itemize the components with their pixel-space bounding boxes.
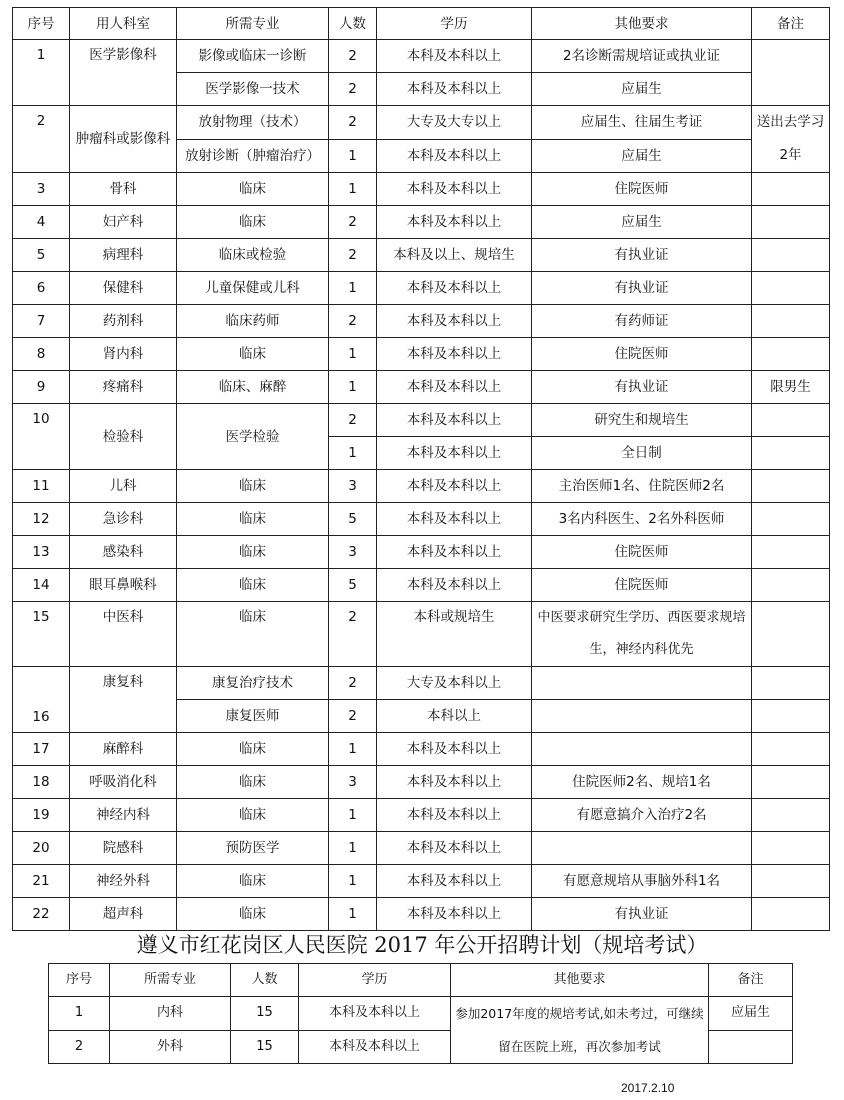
row-number: 16	[13, 667, 70, 733]
department: 中医科	[70, 602, 177, 667]
major: 临床	[177, 173, 329, 206]
department: 感染科	[70, 536, 177, 569]
major: 临床或检验	[177, 239, 329, 272]
education: 本科及本科以上	[377, 832, 532, 865]
major: 临床	[177, 470, 329, 503]
education: 大专及本科以上	[377, 667, 532, 700]
row-number: 18	[13, 766, 70, 799]
requirement: 有执业证	[532, 898, 752, 931]
table-row	[49, 997, 793, 1031]
row-number: 8	[13, 338, 70, 371]
note	[752, 272, 830, 305]
note: 应届生	[709, 997, 793, 1031]
major: 临床	[177, 569, 329, 602]
requirement: 有执业证	[532, 239, 752, 272]
education: 本科及本科以上	[299, 1030, 451, 1064]
table-row	[13, 602, 830, 667]
education: 本科及本科以上	[377, 733, 532, 766]
count: 1	[329, 338, 377, 371]
count: 1	[329, 173, 377, 206]
major: 临床	[177, 733, 329, 766]
major: 临床	[177, 206, 329, 239]
header-cell: 序号	[49, 964, 110, 997]
department: 康复科	[70, 667, 177, 733]
major: 临床	[177, 799, 329, 832]
major: 外科	[110, 1030, 231, 1064]
note	[752, 569, 830, 602]
residency-exam-table	[48, 963, 793, 1064]
note	[752, 338, 830, 371]
table-row	[13, 799, 830, 832]
count: 2	[329, 239, 377, 272]
row-number: 12	[13, 503, 70, 536]
note	[752, 799, 830, 832]
major: 康复医师	[177, 700, 329, 733]
count: 1	[329, 371, 377, 404]
row-number: 1	[13, 40, 70, 106]
header-cell: 人数	[329, 8, 377, 40]
count: 3	[329, 766, 377, 799]
row-number: 5	[13, 239, 70, 272]
row-number: 21	[13, 865, 70, 898]
table-row	[13, 898, 830, 931]
requirement: 有愿意搞介入治疗2名	[532, 799, 752, 832]
note	[752, 832, 830, 865]
education: 本科及本科以上	[377, 766, 532, 799]
education: 本科及本科以上	[377, 305, 532, 338]
row-number: 2	[49, 1030, 110, 1064]
header-cell: 备注	[709, 964, 793, 997]
department: 妇产科	[70, 206, 177, 239]
count: 2	[329, 206, 377, 239]
education: 本科或规培生	[377, 602, 532, 667]
requirement: 研究生和规培生	[532, 404, 752, 437]
department: 骨科	[70, 173, 177, 206]
major: 临床药师	[177, 305, 329, 338]
note	[752, 470, 830, 503]
header-cell: 其他要求	[451, 964, 709, 997]
education: 大专及大专以上	[377, 106, 532, 140]
department: 呼吸消化科	[70, 766, 177, 799]
education: 本科及本科以上	[377, 40, 532, 73]
requirement: 住院医师2名、规培1名	[532, 766, 752, 799]
department: 肾内科	[70, 338, 177, 371]
plan-title: 遵义市红花岗区人民医院 2017 年公开招聘计划（规培考试）	[136, 933, 708, 957]
requirement: 有药师证	[532, 305, 752, 338]
note	[752, 898, 830, 931]
requirement: 住院医师	[532, 536, 752, 569]
row-number: 1	[49, 997, 110, 1031]
education: 本科及本科以上	[377, 206, 532, 239]
major: 康复治疗技术	[177, 667, 329, 700]
requirement: 中医要求研究生学历、西医要求规培生，神经内科优先	[532, 602, 752, 667]
note	[752, 206, 830, 239]
major: 医学检验	[177, 404, 329, 470]
major: 临床	[177, 602, 329, 667]
note	[752, 437, 830, 470]
requirement: 有执业证	[532, 371, 752, 404]
table-row	[13, 272, 830, 305]
requirement: 住院医师	[532, 338, 752, 371]
education: 本科及本科以上	[377, 437, 532, 470]
education: 本科及本科以上	[377, 799, 532, 832]
requirement: 有愿意规培从事脑外科1名	[532, 865, 752, 898]
department: 神经外科	[70, 865, 177, 898]
note	[752, 667, 830, 700]
major: 临床	[177, 865, 329, 898]
note	[709, 1030, 793, 1064]
count: 1	[329, 437, 377, 470]
table-row	[13, 470, 830, 503]
row-number: 17	[13, 733, 70, 766]
requirement: 住院医师	[532, 173, 752, 206]
major: 内科	[110, 997, 231, 1031]
row-number: 10	[13, 404, 70, 470]
department: 超声科	[70, 898, 177, 931]
education: 本科及本科以上	[377, 536, 532, 569]
header-cell: 学历	[377, 8, 532, 40]
count: 5	[329, 503, 377, 536]
major: 影像或临床一诊断	[177, 40, 329, 73]
education: 本科及本科以上	[377, 73, 532, 106]
requirement: 应届生	[532, 139, 752, 173]
note	[752, 733, 830, 766]
table-row	[13, 569, 830, 602]
row-number: 9	[13, 371, 70, 404]
education: 本科及本科以上	[377, 139, 532, 173]
count: 1	[329, 139, 377, 173]
count: 2	[329, 404, 377, 437]
table-row	[13, 206, 830, 239]
table-header-row	[13, 8, 830, 40]
row-number: 2	[13, 106, 70, 173]
note	[752, 865, 830, 898]
note	[752, 503, 830, 536]
header-cell: 人数	[231, 964, 299, 997]
table-row	[13, 733, 830, 766]
education: 本科以上	[377, 700, 532, 733]
count: 2	[329, 667, 377, 700]
table-row	[13, 40, 830, 73]
department: 医学影像科	[70, 40, 177, 106]
count: 1	[329, 799, 377, 832]
major: 医学影像一技术	[177, 73, 329, 106]
note	[752, 700, 830, 733]
count: 15	[231, 997, 299, 1031]
education: 本科及本科以上	[377, 503, 532, 536]
table-row	[13, 832, 830, 865]
education: 本科及本科以上	[377, 569, 532, 602]
requirement	[532, 733, 752, 766]
header-cell: 备注	[752, 8, 830, 40]
header-cell: 用人科室	[70, 8, 177, 40]
note	[752, 173, 830, 206]
count: 2	[329, 602, 377, 667]
row-number: 4	[13, 206, 70, 239]
count: 2	[329, 73, 377, 106]
row-number: 3	[13, 173, 70, 206]
table-row	[13, 536, 830, 569]
count: 3	[329, 470, 377, 503]
education: 本科及本科以上	[377, 404, 532, 437]
education: 本科及本科以上	[299, 997, 451, 1031]
requirement: 参加2017年度的规培考试,如未考过，可继续留在医院上班，再次参加考试	[451, 997, 709, 1064]
education: 本科及本科以上	[377, 371, 532, 404]
table-row	[13, 371, 830, 404]
count: 3	[329, 536, 377, 569]
major: 临床	[177, 503, 329, 536]
education: 本科及本科以上	[377, 272, 532, 305]
department: 病理科	[70, 239, 177, 272]
note: 限男生	[752, 371, 830, 404]
requirement: 3名内科医生、2名外科医师	[532, 503, 752, 536]
table-header-row	[49, 964, 793, 997]
department: 儿科	[70, 470, 177, 503]
note	[752, 602, 830, 667]
table-row	[13, 503, 830, 536]
row-number: 7	[13, 305, 70, 338]
table-row	[13, 239, 830, 272]
major: 放射物理（技术）	[177, 106, 329, 140]
row-number: 15	[13, 602, 70, 667]
header-cell: 所需专业	[177, 8, 329, 40]
header-cell: 其他要求	[532, 8, 752, 40]
department: 药剂科	[70, 305, 177, 338]
row-number: 14	[13, 569, 70, 602]
education: 本科及以上、规培生	[377, 239, 532, 272]
education: 本科及本科以上	[377, 470, 532, 503]
row-number: 6	[13, 272, 70, 305]
count: 5	[329, 569, 377, 602]
department: 肿瘤科或影像科	[70, 106, 177, 173]
department: 检验科	[70, 404, 177, 470]
count: 2	[329, 305, 377, 338]
department: 保健科	[70, 272, 177, 305]
requirement: 主治医师1名、住院医师2名	[532, 470, 752, 503]
major: 临床、麻醉	[177, 371, 329, 404]
major: 临床	[177, 536, 329, 569]
table-row	[13, 865, 830, 898]
count: 1	[329, 733, 377, 766]
education: 本科及本科以上	[377, 898, 532, 931]
education: 本科及本科以上	[377, 865, 532, 898]
requirement: 住院医师	[532, 569, 752, 602]
note	[752, 305, 830, 338]
header-cell: 学历	[299, 964, 451, 997]
document-date: 2017.2.10	[621, 1081, 675, 1095]
requirement: 应届生	[532, 206, 752, 239]
major: 临床	[177, 338, 329, 371]
requirement: 有执业证	[532, 272, 752, 305]
requirement: 全日制	[532, 437, 752, 470]
requirement: 应届生	[532, 73, 752, 106]
note	[752, 239, 830, 272]
note	[752, 40, 830, 106]
education: 本科及本科以上	[377, 173, 532, 206]
count: 15	[231, 1030, 299, 1064]
row-number: 20	[13, 832, 70, 865]
table-row	[13, 305, 830, 338]
row-number: 19	[13, 799, 70, 832]
row-number: 13	[13, 536, 70, 569]
major: 预防医学	[177, 832, 329, 865]
requirement: 2名诊断需规培证或执业证	[532, 40, 752, 73]
department: 急诊科	[70, 503, 177, 536]
department: 院感科	[70, 832, 177, 865]
count: 1	[329, 832, 377, 865]
major: 儿童保健或儿科	[177, 272, 329, 305]
department: 神经内科	[70, 799, 177, 832]
department: 麻醉科	[70, 733, 177, 766]
requirement	[532, 700, 752, 733]
count: 1	[329, 272, 377, 305]
count: 2	[329, 700, 377, 733]
note	[752, 536, 830, 569]
table-row	[13, 338, 830, 371]
header-cell: 序号	[13, 8, 70, 40]
table-row	[13, 667, 830, 700]
note	[752, 766, 830, 799]
department: 眼耳鼻喉科	[70, 569, 177, 602]
table-row	[13, 404, 830, 437]
requirement	[532, 832, 752, 865]
row-number: 22	[13, 898, 70, 931]
table-row	[13, 106, 830, 140]
department: 疼痛科	[70, 371, 177, 404]
recruitment-table	[12, 7, 830, 931]
note: 送出去学习2年	[752, 106, 830, 173]
major: 放射诊断（肿瘤治疗）	[177, 139, 329, 173]
table-row	[13, 173, 830, 206]
count: 2	[329, 40, 377, 73]
row-number: 11	[13, 470, 70, 503]
table-row	[13, 766, 830, 799]
requirement	[532, 667, 752, 700]
education: 本科及本科以上	[377, 338, 532, 371]
major: 临床	[177, 898, 329, 931]
count: 2	[329, 106, 377, 140]
count: 1	[329, 865, 377, 898]
count: 1	[329, 898, 377, 931]
requirement: 应届生、往届生考证	[532, 106, 752, 140]
header-cell: 所需专业	[110, 964, 231, 997]
major: 临床	[177, 766, 329, 799]
note	[752, 404, 830, 437]
